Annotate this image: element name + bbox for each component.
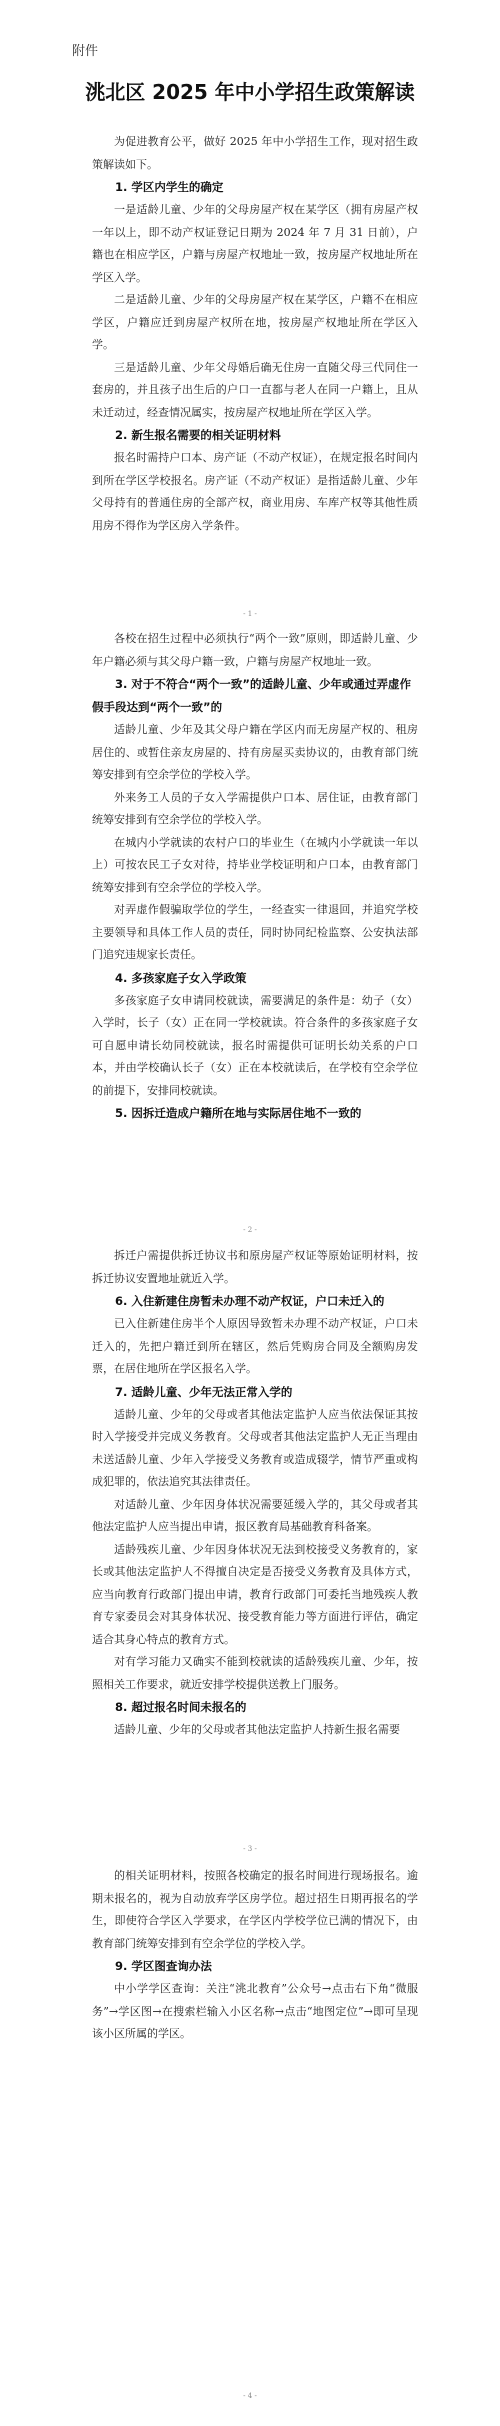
paragraph: 适龄儿童、少年及其父母户籍在学区内而无房屋产权的、租房居住的、或暂住亲友房屋的、持有房屋买卖协议的，由教育部门统筹安排到有空余学位的学校入学。 [92,723,418,781]
section-heading-4: 4. 多孩家庭子女入学政策 [115,970,247,985]
paragraph: 已入住新建住房半个人原因导致暂未办理不动产权证，户口未迁入的，先把户籍迁到所在辖区，然后凭购房合同及全额购房发票，在居住地所在学区报名入学。 [92,1317,418,1375]
section-heading-8: 8. 超过报名时间未报名的 [115,1700,247,1714]
paragraph: 一是适龄儿童、少年的父母房屋产权在某学区（拥有房屋产权一年以上，即不动产权证登记日期为 2024 年 7 月 31 日前），户籍也在相应学区，户籍与房屋产权地址一致，按房屋产权地址所在学区入学。 [92,203,418,284]
paragraph: 对弄虚作假骗取学位的学生，一经查实一律退回，并追究学校主要领导和具体工作人员的责任，同时协同纪检监察、公安执法部门追究违规家长责任。 [92,903,418,961]
paragraph: 在城内小学就读的农村户口的毕业生（在城内小学就读一年以上）可按农民工子女对待，持毕业学校证明和户口本，由教育部门统筹安排到有空余学位的学校入学。 [92,835,418,894]
page-number: - 2 - [243,1226,257,1234]
paragraph: 对有学习能力又确实不能到校就读的适龄残疾儿童、少年，按照相关工作要求，就近安排学校提供送教上门服务。 [92,1655,418,1691]
section-heading-1: 1. 学区内学生的确定 [115,180,224,194]
section-heading-9: 9. 学区图查询办法 [115,1959,212,1973]
intro-paragraph: 为促进教育公平，做好 2025 年中小学招生工作，现对招生政策解读如下。 [92,135,418,171]
paragraph: 对适龄儿童、少年因身体状况需要延缓入学的，其父母或者其他法定监护人应当提出申请，报区教育局基础教育科备案。 [92,1497,418,1533]
paragraph: 适龄残疾儿童、少年因身体状况无法到校接受义务教育的，家长或其他法定监护人不得擅自决定是否接受义务教育及具体方式，应当向教育行政部门提出申请，教育行政部门可委托当地残疾人教育专家委员会对其身体状况、接受教育能力等方面进行评估，确定适合其身心特点的教育方式。 [92,1542,418,1646]
paragraph: 报名时需持户口本、房产证（不动产权证），在规定报名时间内到所在学区学校报名。房产证（不动产权证）是指适龄儿童、少年父母持有的普通住房的全部产权，商业用房、车库产权等其他性质用房不得作为学区房入学条件。 [92,451,418,532]
paragraph: 的相关证明材料，按照各校确定的报名时间进行现场报名。逾期未报名的，视为自动放弃学区房学位。超过招生日期再报名的学生，即使符合学区入学要求，在学区内学校学位已满的情况下，由教育部门统筹安排到有空余学位的学校入学。 [92,1869,418,1950]
page-number: - 3 - [243,1845,257,1853]
page-4-body [92,1865,418,2046]
section-heading-5: 5. 因拆迁造成户籍所在地与实际居住地不一致的 [115,1106,362,1120]
page-2-body [92,628,418,1125]
annex-label: 附件 [72,44,99,59]
paragraph: 多孩家庭子女申请同校就读，需要满足的条件是：幼子（女）入学时，长子（女）正在同一学校就读。符合条件的多孩家庭子女可自愿申请长幼同校就读，报名时需提供可证明长幼关系的户口本，并由学校确认长子（女）正在本校就读后，在学校有空余学位的前提下，安排同校就读。 [92,993,418,1097]
paragraph: 二是适龄儿童、少年的父母房屋产权在某学区，户籍不在相应学区，户籍应迁到房屋产权所在地，按房屋产权地址所在学区入学。 [92,293,418,351]
section-heading-2: 2. 新生报名需要的相关证明材料 [115,428,281,442]
section-heading-3: 3. 对于不符合“两个一致”的适龄儿童、少年或通过弄虚作假手段达到“两个一致”的 [92,677,411,714]
paragraph: 外来务工人员的子女入学需提供户口本、居住证，由教育部门统筹安排到有空余学位的学校入学。 [92,790,418,826]
section-heading-7: 7. 适龄儿童、少年无法正常入学的 [115,1384,293,1399]
paragraph: 各校在招生过程中必须执行“两个一致”原则，即适龄儿童、少年户籍必须与其父母户籍一致，户籍与房屋产权地址一致。 [92,632,418,668]
section-heading-6: 6. 入住新建住房暂未办理不动产权证，户口未迁入的 [115,1294,385,1308]
page-1-body [92,131,418,537]
paragraph: 拆迁户需提供拆迁协议书和原房屋产权证等原始证明材料，按拆迁协议安置地址就近入学。 [92,1249,418,1285]
document-title: 洮北区 2025 年中小学招生政策解读 [85,80,415,104]
page-3-body [92,1245,418,1742]
paragraph: 适龄儿童、少年的父母或者其他法定监护人持新生报名需要 [114,1723,400,1736]
paragraph: 三是适龄儿童、少年父母婚后确无住房一直随父母三代同住一套房的，并且孩子出生后的户口一直都与老人在同一户籍上，且从未迁动过，经查情况属实，按房屋产权地址所在学区入学。 [92,360,418,419]
page-number: - 1 - [243,610,257,618]
paragraph: 中小学学区查询：关注“洮北教育”公众号→点击右下角“微服务”→学区图→在搜索栏输入小区名称→点击“地图定位”→即可呈现该小区所属的学区。 [92,1982,418,2040]
page-number: - 4 - [243,2392,257,2400]
paragraph: 适龄儿童、少年的父母或者其他法定监护人应当依法保证其按时入学接受并完成义务教育。父母或者其他法定监护人无正当理由未送适龄儿童、少年入学接受义务教育或造成辍学，情节严重或构成犯罪的，依法追究其法律责任。 [92,1407,418,1488]
